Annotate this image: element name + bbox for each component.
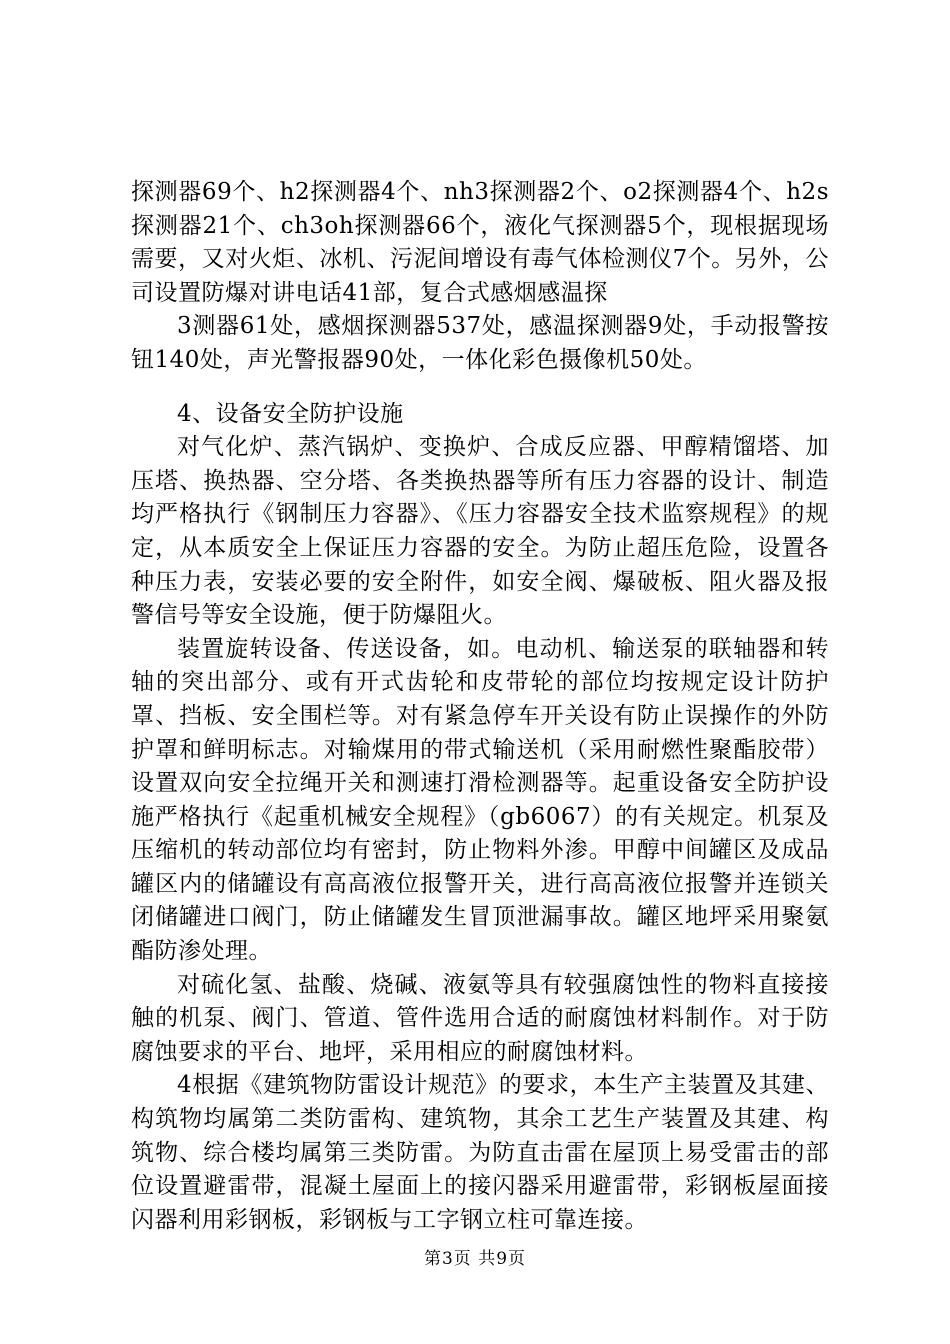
- paragraph-corrosion: 对硫化氢、盐酸、烧碱、液氨等具有较强腐蚀性的物料直接接触的机泵、阀门、管道、管件选用合适的耐腐蚀材料制作。对于防腐蚀要求的平台、地坪，采用相应的耐腐蚀材料。: [131, 971, 829, 1065]
- paragraph-rotating-equipment: 装置旋转设备、传送设备，如。电动机、输送泵的联轴器和转轴的突出部分、或有开式齿轮和皮带轮的部位均按规定设计防护罩、挡板、安全围栏等。对有紧急停车开关设有防止误操作的外防护罩和鲜明标志。对输煤用的带式输送机（采用耐燃性聚酯胶带）设置双向安全拉绳开关和测速打滑检测器等。起重设备安全防护设施严格执行《起重机械安全规程》（gb6067）的有关规定。机泵及压缩机的转动部位均有密封，防止物料外渗。甲醇中间罐区及成品罐区内的储罐设有高高液位报警开关，进行高高液位报警并连锁关闭储罐进口阀门，防止储罐发生冒顶泄漏事故。罐区地坪采用聚氨酯防渗处理。: [131, 635, 829, 965]
- paragraph-pressure-vessels: 对气化炉、蒸汽锅炉、变换炉、合成反应器、甲醇精馏塔、加压塔、换热器、空分塔、各类换热器等所有压力容器的设计、制造均严格执行《钢制压力容器》、《压力容器安全技术监察规程》的规定，从本质安全上保证压力容器的安全。为防止超压危险，设置各种压力表，安装必要的安全附件，如安全阀、爆破板、阻火器及报警信号等安全设施，便于防爆阻火。: [131, 434, 829, 629]
- page-number: 第3页 共9页: [423, 1249, 527, 1269]
- paragraph-detectors: 探测器69个、h2探测器4个、nh3探测器2个、o2探测器4个、h2s探测器21个、ch3oh探测器66个，液化气探测器5个，现根据现场需要，又对火炬、冰机、污泥间增设有毒气体检测仪7个。另外，公司设置防爆对讲电话41部，复合式感烟感温探: [131, 179, 829, 306]
- paragraph-alarms: 3测器61处，感烟探测器537处，感温探测器9处，手动报警按钮140处，声光警报器90处，一体化彩色摄像机50处。: [131, 313, 829, 373]
- section-heading: 4、设备安全防护设施: [177, 400, 404, 427]
- document-body: [131, 176, 829, 1237]
- paragraph-lightning: 4根据《建筑物防雷设计规范》的要求，本生产主装置及其建、构筑物均属第二类防雷构、建筑物，其余工艺生产装置及其建、构筑物、综合楼均属第三类防雷。为防直击雷在屋顶上易受雷击的部位设置避雷带，混凝土屋面上的接闪器采用避雷带，彩钢板屋面接闪器利用彩钢板，彩钢板与工字钢立柱可靠连接。: [131, 1072, 829, 1233]
